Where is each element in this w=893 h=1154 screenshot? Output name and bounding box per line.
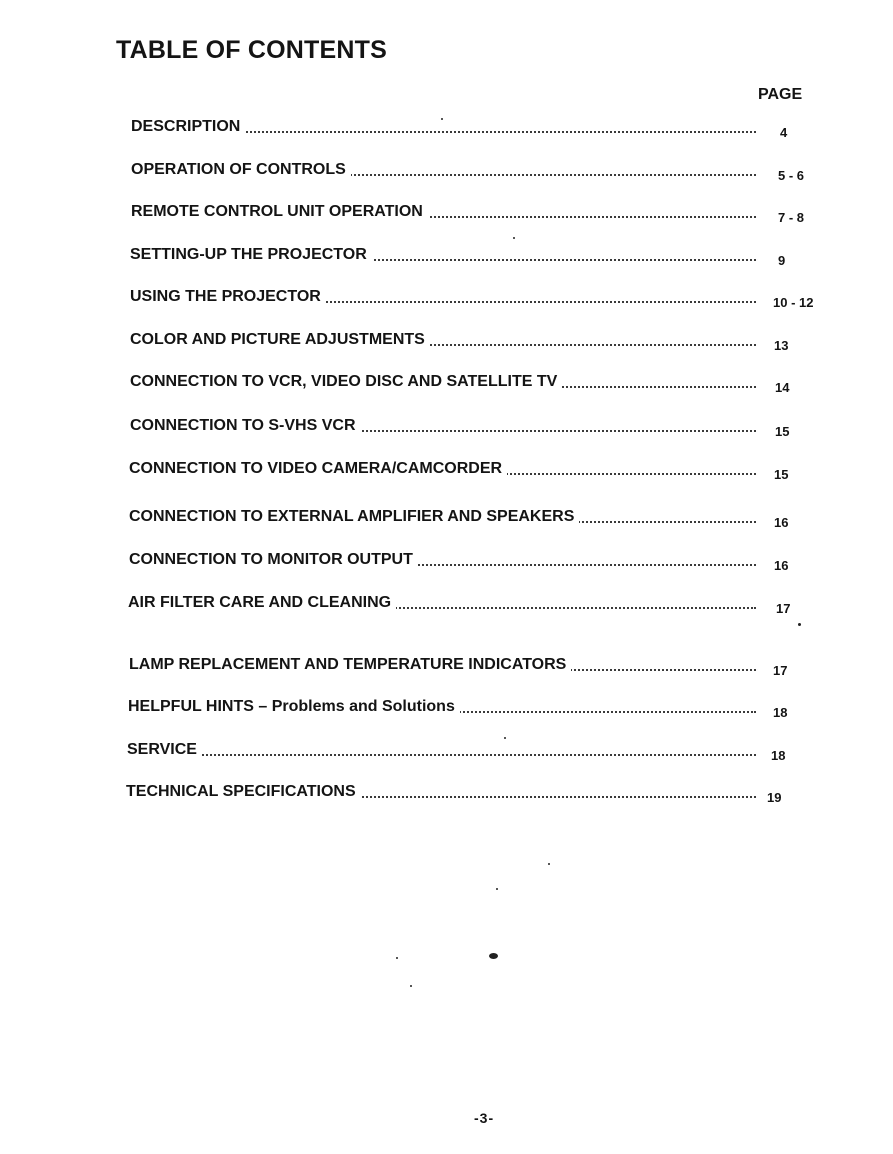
toc-entry-title: HELPFUL HINTS – Problems and Solutions	[128, 696, 460, 718]
toc-entry-page: 14	[775, 380, 790, 395]
toc-entry	[131, 201, 805, 225]
scan-speck	[396, 957, 398, 959]
document-title: TABLE OF CONTENTS	[116, 36, 387, 64]
toc-entry	[126, 781, 782, 805]
toc-entry-title: CONNECTION TO VIDEO CAMERA/CAMCORDER	[129, 458, 507, 480]
toc-entry	[130, 286, 814, 310]
toc-entry-page: 18	[771, 748, 786, 763]
toc-entry	[129, 506, 789, 530]
scan-speck	[504, 737, 506, 739]
toc-entry	[129, 654, 788, 678]
scan-speck	[798, 623, 801, 626]
toc-entry-title: REMOTE CONTROL UNIT OPERATION	[131, 201, 428, 223]
toc-entry-title: SETTING-UP THE PROJECTOR	[130, 244, 372, 266]
toc-entry-title: CONNECTION TO S-VHS VCR	[130, 415, 361, 437]
toc-entry	[128, 592, 791, 616]
toc-entry	[130, 329, 789, 353]
toc-entry-title: TECHNICAL SPECIFICATIONS	[126, 781, 361, 803]
scan-speck	[410, 985, 412, 987]
toc-entry-page: 16	[774, 515, 789, 530]
toc-entry-page: 13	[774, 338, 789, 353]
toc-entry-page: 18	[773, 705, 788, 720]
toc-entry-title: LAMP REPLACEMENT AND TEMPERATURE INDICATORS	[129, 654, 571, 676]
toc-entry-page: 17	[776, 601, 791, 616]
toc-entry-page: 4	[780, 125, 788, 140]
toc-entry	[131, 159, 805, 183]
toc-entry-title: DESCRIPTION	[131, 116, 245, 138]
toc-entry-page: 16	[774, 558, 789, 573]
scan-speck	[548, 863, 550, 865]
toc-entry-title: AIR FILTER CARE AND CLEANING	[128, 592, 396, 614]
toc-entry	[130, 371, 790, 395]
toc-entry-title: CONNECTION TO EXTERNAL AMPLIFIER AND SPEAKERS	[129, 506, 579, 528]
toc-entry-page: 15	[774, 467, 789, 482]
toc-entry	[131, 116, 788, 140]
toc-entry	[130, 244, 786, 268]
page-column-header: PAGE	[758, 86, 803, 103]
scan-speck	[513, 237, 515, 239]
toc-entry-page: 7 - 8	[778, 210, 805, 225]
toc-entry	[129, 549, 789, 573]
toc-entry-page: 17	[773, 663, 788, 678]
scan-speck	[441, 118, 443, 120]
toc-entry	[127, 739, 786, 763]
toc-entry-page: 9	[778, 253, 786, 268]
toc-entry-title: CONNECTION TO MONITOR OUTPUT	[129, 549, 418, 571]
toc-entry-title: USING THE PROJECTOR	[130, 286, 326, 308]
toc-entry	[129, 458, 789, 482]
toc-entry-title: CONNECTION TO VCR, VIDEO DISC AND SATELLITE TV	[130, 371, 562, 393]
toc-entry-page: 15	[775, 424, 790, 439]
scan-speck	[496, 888, 498, 890]
scan-speck	[489, 953, 498, 959]
toc-entry	[130, 415, 790, 439]
toc-entry-title: COLOR AND PICTURE ADJUSTMENTS	[130, 329, 430, 351]
toc-entry-title: OPERATION OF CONTROLS	[131, 159, 351, 181]
dot-leader	[127, 754, 756, 756]
toc-entry-page: 19	[767, 790, 782, 805]
toc-entry	[128, 696, 788, 720]
toc-entry-page: 10 - 12	[773, 295, 814, 310]
footer-page-number: -3-	[474, 1110, 495, 1126]
toc-entry-page: 5 - 6	[778, 168, 805, 183]
toc-entry-title: SERVICE	[127, 739, 202, 761]
